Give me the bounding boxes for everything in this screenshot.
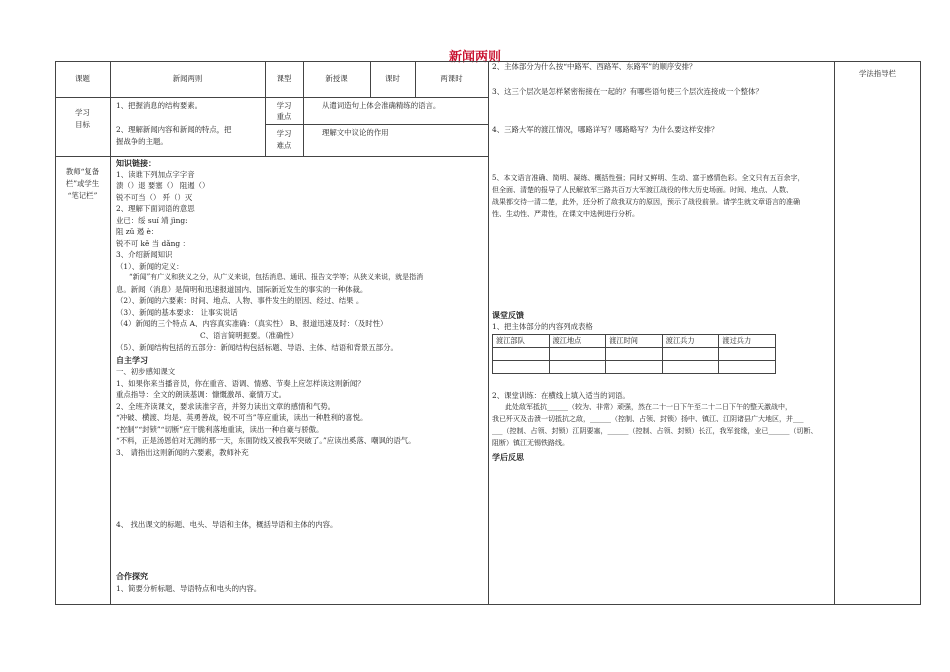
- table-cell[interactable]: [606, 348, 663, 361]
- knowledge-line: 业已：绥 suí 靖 jìng:: [116, 216, 188, 225]
- self-study-line: 1、如果你来当播音员，你在重音、语调、情感、节奏上应怎样读这则新闻？: [116, 379, 365, 388]
- keypoint-label-2: 重点: [276, 112, 292, 121]
- self-study-line: 2、全班齐读课文，要求读准字音，并努力读出文章的感情和气势。: [116, 402, 336, 411]
- table-header: 渡江部队: [493, 335, 550, 348]
- feedback-2-line: ___（控制、占领、封锁）江阴要塞，______（控制、占领、封锁）长江，我军瓮缘，业已______（切断、: [492, 427, 818, 435]
- question-5-line: 但全面、清楚的报导了人民解放军三路共百万大军渡江战役的伟大历史场面。时间、地点、人数、: [492, 186, 793, 194]
- knowledge-line: C、语言简明扼要。（准确性）: [200, 331, 299, 340]
- self-study-line: 3、 请指出这则新闻的六要素，教师补充: [116, 448, 249, 457]
- goal-1: 1、把握消息的结构要素。: [116, 101, 203, 110]
- difficulty-text: 理解文中议论的作用: [322, 128, 389, 137]
- keypoint-label-1: 学习: [276, 101, 292, 110]
- knowledge-line: 1、读谁下列加点字字音: [116, 170, 195, 179]
- header-type-value: 新授课: [325, 74, 348, 83]
- knowledge-line: “新闻”有广义和狭义之分，从广义来说，包括消息、通讯、报告文学等；从狭义来说，就是指消: [129, 273, 424, 281]
- knowledge-line: 锐不可 kě 当 dǎng ：: [116, 239, 190, 248]
- table-row: [493, 348, 776, 361]
- knowledge-heading: 知识链接：: [116, 158, 156, 168]
- table-header: 渡江时间: [606, 335, 663, 348]
- header-hours-value: 两课时: [440, 74, 463, 83]
- table-row: [493, 335, 776, 348]
- table-cell[interactable]: [549, 348, 606, 361]
- page-title: 新闻两则: [448, 50, 501, 65]
- question-2: 2、主体部分为什么按“中路军、西路军、东路军”的顺序安排？: [492, 62, 697, 71]
- keypoint-text: 从遣词造句上体会准确精练的语言。: [322, 101, 441, 110]
- knowledge-line: （1）、新闻的定义：: [116, 262, 184, 271]
- table-cell[interactable]: [549, 361, 606, 374]
- notes-label-2: 栏”或学生: [65, 179, 100, 188]
- goals-label-1: 学习: [75, 108, 90, 117]
- question-5-line: 战果都交待一清二楚，此外，还分析了敌我双方的原因，预示了战役前景。请学生就文章语言的准确: [492, 198, 800, 206]
- feedback-2-line: 阻断）镇江无锡铁路线。: [492, 439, 569, 447]
- army-table: [492, 334, 776, 374]
- table-cell[interactable]: [662, 348, 719, 361]
- self-study-line: 重点指导：全文的朗读基调：慷慨激昂、豪情万丈。: [116, 390, 286, 399]
- question-5-line: 5、本文语言准确、简明、凝练、概括性强；同时又鲜明、生动、富于感情色彩。全文只有五百余字，: [492, 174, 805, 182]
- goal-2a: 2、理解新闻内容和新闻的特点，把: [116, 125, 232, 134]
- self-study-line: 一、初步感知课文: [116, 367, 176, 376]
- self-study-line: 4、 找出课文的标题、电头、导语和主体，概括导语和主体的内容。: [116, 520, 338, 529]
- table-header: 渡江兵力: [662, 335, 719, 348]
- knowledge-line: 锐不可当（） 歼（）灭: [116, 193, 193, 202]
- goals-label-2: 目标: [75, 120, 90, 129]
- question-3: 3、这三个层次是怎样紧密衔接在一起的？有哪些语句使三个层次连接成一个整体？: [492, 87, 763, 96]
- guide-label: 学法指导栏: [859, 69, 896, 78]
- knowledge-line: 溃（）退 要塞（） 阻遏（）: [116, 181, 210, 190]
- header-course-value: 新闻两则: [172, 74, 203, 83]
- header-course-label: 课题: [75, 74, 90, 83]
- knowledge-line: 息。新闻（消息）是简明和迅速报道国内、国际新近发生的事实的一种体裁。: [116, 285, 368, 294]
- feedback-1: 1、把主体部分的内容列成表格: [492, 322, 593, 331]
- table-header: 渡过兵力: [719, 335, 776, 348]
- knowledge-line: （4）新闻的三个特点 A、内容真实准确：（真实性） B、报道迅速及时：（及时性）: [116, 319, 388, 328]
- reflection-heading: 学后反思: [492, 452, 524, 462]
- knowledge-line: 3、介绍新闻知识: [116, 250, 173, 259]
- knowledge-line: （5）、新闻结构包括的五部分：新闻结构包括标题、导语、主体、结语和背景五部分。: [116, 343, 398, 352]
- table-cell[interactable]: [606, 361, 663, 374]
- question-4: 4、三路大军的渡江情况，哪路详写？哪路略写？为什么要这样安排？: [492, 125, 719, 134]
- feedback-2-line: 我已歼灭及击溃一切抵抗之敌，______（控制、占领、封锁）扬中、镇江、江阴诸县广大地区，并___: [492, 415, 804, 423]
- table-cell[interactable]: [493, 361, 550, 374]
- self-study-heading: 自主学习: [116, 355, 148, 365]
- table-header: 渡江地点: [549, 335, 606, 348]
- feedback-2-line: 此处敌军抵抗______（较为、非常）顽强，然在二十一日下午至二十二日下午的整天激战中，: [505, 403, 792, 411]
- table-row: [493, 361, 776, 374]
- knowledge-line: 阻 zǔ 遏 è：: [116, 227, 159, 236]
- goal-2b: 握战争的主题。: [116, 137, 168, 146]
- notes-label-3: “笔记栏”: [67, 191, 98, 200]
- header-hours-label: 课时: [385, 74, 400, 83]
- table-cell[interactable]: [719, 348, 776, 361]
- coop-heading: 合作探究: [116, 571, 148, 581]
- notes-label-1: 教师“复备: [65, 167, 100, 176]
- table-cell[interactable]: [719, 361, 776, 374]
- question-5-line: 性、生动性、严肃性，在课文中选例进行分析。: [492, 210, 639, 218]
- feedback-2: 2、课堂训练：在横线上填入适当的词语。: [492, 391, 630, 400]
- knowledge-line: （3）、新闻的基本要求： 让事实说话: [116, 308, 238, 317]
- header-type-label: 课型: [276, 74, 292, 83]
- difficulty-label-1: 学习: [276, 129, 292, 138]
- knowledge-line: 2、理解下面词语的意思: [116, 204, 195, 213]
- difficulty-label-2: 难点: [276, 141, 292, 150]
- self-study-line: “冲破、横渡、均是、英勇善战，锐不可当”等应重读，读出一种胜利的喜悦。: [116, 413, 368, 422]
- knowledge-line: （2）、新闻的六要素：时间、地点、人物、事件发生的原因、经过、结果 。: [116, 296, 364, 305]
- table-cell[interactable]: [662, 361, 719, 374]
- table-cell[interactable]: [493, 348, 550, 361]
- self-study-line: “不料，正是汤恩伯对无测的那一天，东面防线又被我军突破了。”应读出奚落、嘲讽的语气。: [116, 436, 416, 445]
- self-study-line: “控制”“封锁”“切断”应干脆利落地重读，读出一种自豪与骄傲。: [116, 425, 324, 434]
- coop-line: 1、简要分析标题、导语特点和电头的内容。: [116, 584, 262, 593]
- feedback-heading: 课堂反馈: [492, 310, 524, 320]
